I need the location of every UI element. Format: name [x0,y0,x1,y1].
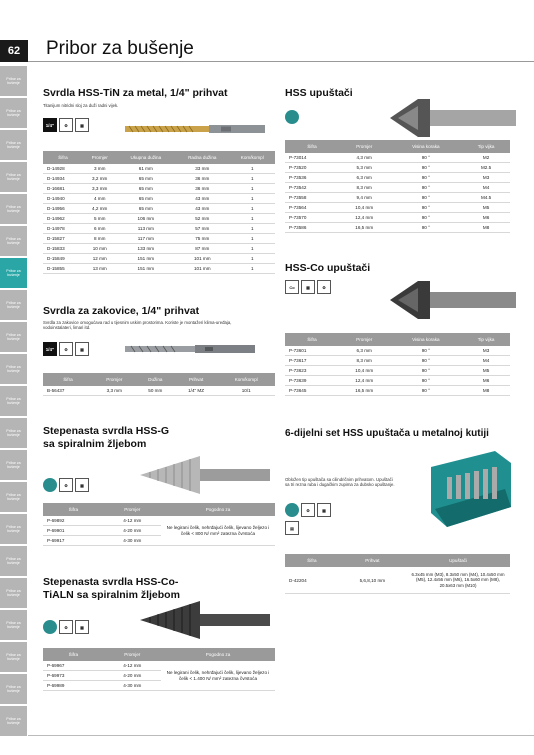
table-row [285,183,510,193]
column-header: Šifra [43,648,104,661]
hss-tin-title: Svrdla HSS-TiN za metal, 1/4" prihvat [43,87,228,99]
table-row [43,174,275,184]
table-cell: P-73564 [285,203,339,213]
sidebar-tab[interactable]: Pribor za bušenje [0,322,27,352]
table-cell: 1 [230,194,275,204]
table-row [43,254,275,264]
table-cell: 10,4 mm [339,366,390,376]
table-cell: 8 mm [83,234,117,244]
table-cell: 3,3 mm [83,184,117,194]
table-cell: 61 mm [117,164,175,174]
suitable-for-note: Ne legirani čelik, nehrđajući čelik, lijevano željezo i čelik < 1.400 N/ mm² zatezna čvrstoća [161,661,275,691]
table-cell: 5 mm [83,214,117,224]
table-row [285,376,510,386]
table-cell: 4 mm [83,194,117,204]
column-header: Šifra [43,503,104,516]
table-cell: P-73558 [285,193,339,203]
table-cell: D-16681 [43,184,83,194]
table-cell: P-73645 [285,386,339,396]
table-row [43,661,275,671]
hss-countersink-title: HSS upuštači [285,87,353,99]
table-cell: 16,5 mm [339,386,390,396]
drill-bit-icon: ⚙ [301,503,315,517]
table-cell: P-69917 [43,536,104,546]
table-cell: M2 [462,153,510,163]
hss-countersink-table [285,140,510,233]
table-cell: 8,3 mm [339,356,390,366]
table-cell: P-69892 [43,516,104,526]
hss-tin-table [43,151,275,274]
teal-dot-icon [285,110,299,124]
column-header: Promjer [339,140,390,153]
table-row [285,346,510,356]
table-row [43,224,275,234]
table-cell: 3 mm [83,164,117,174]
table-cell: M3 [462,346,510,356]
table-cell: P-73586 [285,223,339,233]
footer-divider [28,735,534,736]
set6-title: 6-dijelni set HSS upuštača u metalnoj kutiji [285,428,489,439]
metal-icon: ▦ [75,118,89,132]
table-cell: 1 [230,214,275,224]
table-cell: 65 mm [117,174,175,184]
table-cell: 65 mm [117,184,175,194]
table-row [285,173,510,183]
table-cell: 90 ° [389,163,462,173]
table-cell: 65 mm [117,204,175,214]
wood-icon: ▤ [285,521,299,535]
table-cell: P-73623 [285,366,339,376]
table-cell: D-14934 [43,174,83,184]
table-cell: D-15855 [43,264,83,274]
step-g-title-line2: sa spiralnim žljebom [43,437,147,450]
table-cell: M4 [462,356,510,366]
column-header: Promjer [104,648,161,661]
sidebar-tab[interactable]: Pribor za bušenje [0,578,27,608]
table-cell: 43 mm [175,204,230,214]
table-cell: 12,4 mm [339,376,390,386]
column-header: Visina koraka [389,333,462,346]
table-cell: P-73617 [285,356,339,366]
table-row [43,244,275,254]
table-cell: M5 [462,366,510,376]
table-row [285,153,510,163]
table-cell: B-56437 [43,386,93,396]
table-cell: P-69901 [43,526,104,536]
rivet-icons [43,342,89,356]
rivet-title: Svrdla za zakovice, 1/4" prihvat [43,305,200,317]
table-row [285,386,510,396]
column-header: Ukupna dužina [117,151,175,164]
sidebar-tab[interactable]: Pribor za bušenje [0,66,27,96]
table-cell: 1 [230,164,275,174]
quarter-inch-icon: 1/4" [43,118,57,132]
table-cell: 90 ° [389,356,462,366]
table-cell: 151 mm [117,254,175,264]
table-cell: M2.5 [462,163,510,173]
rivet-drill-image [125,342,265,356]
metal-icon: ▦ [75,620,89,634]
set6-sizes: 6.3x45 mm (M3), 8.3x50 mm (M4), 10.4x50 mm (M5), 12.4x56 mm (M6), 16.5x60 mm (M8), 20.5x63 mm (M10) [406,567,510,594]
table-cell: 1 [230,174,275,184]
table-cell: 4-12 mm [104,516,161,526]
table-cell: 90 ° [389,346,462,356]
hss-co-countersink-table [285,333,510,396]
table-cell: P-73639 [285,376,339,386]
step-co-title-line1: Stepenasta svrdla HSS-Co- [43,576,179,588]
sidebar-tab[interactable]: Pribor za bušenje [0,354,27,384]
table-cell: 4-20 mm [104,526,161,536]
drill-bit-icon: ⚙ [317,280,331,294]
table-cell: 3,2 mm [83,174,117,184]
step-g-table [43,503,275,546]
sidebar-tab[interactable]: Pribor za bušenje [0,450,27,480]
table-row [43,234,275,244]
drill-bit-icon: ⚙ [59,620,73,634]
table-row [285,213,510,223]
set6-case-image [425,447,515,542]
table-cell: 1/4" MZ [175,386,218,396]
table-cell: 5,3 mm [339,163,390,173]
hss-tin-drill-image [125,122,265,136]
table-cell: 43 mm [175,194,230,204]
table-cell: P-73601 [285,346,339,356]
table-cell: P-73520 [285,163,339,173]
sidebar-tab[interactable]: Pribor za bušenje [0,610,27,640]
table-cell: P-73570 [285,213,339,223]
sidebar-tab[interactable]: Pribor za bušenje [0,130,27,160]
table-cell: 1 [230,264,275,274]
table-cell: 90 ° [389,183,462,193]
table-cell: 1 [230,184,275,194]
table-cell: M8 [462,223,510,233]
table-cell: 90 ° [389,193,462,203]
table-cell: M4.5 [462,193,510,203]
column-header: Tip vijka [462,333,510,346]
table-cell: 4-12 mm [104,661,161,671]
teal-dot-icon [285,503,299,517]
step-g-title-line1: Stepenasta svrdla HSS-G [43,425,170,437]
table-cell: 90 ° [389,173,462,183]
column-header: Radna dužina [175,151,230,164]
table-row [43,204,275,214]
table-row [43,184,275,194]
step-co-drill-image [140,597,270,643]
table-cell: P-73542 [285,183,339,193]
table-cell: 3,3 mm [93,386,136,396]
table-row [285,203,510,213]
table-cell: 6,3 mm [339,173,390,183]
table-row [285,163,510,173]
table-cell: 12,4 mm [339,213,390,223]
table-cell: 117 mm [117,234,175,244]
table-cell: P-69989 [43,681,104,691]
drill-bit-icon: ⚙ [59,118,73,132]
set6-desc: Obložen tip upuštača sa cilindričnim prihvatom. Upuštači sa tri rezna ruba i dugačkim zupima za dubsko upuštanje. [285,477,395,488]
table-cell: 87 mm [175,244,230,254]
set6-shank: 5,6,8,10 mm [339,567,406,594]
table-row [43,264,275,274]
table-cell: 113 mm [117,224,175,234]
hss-co-countersink-image [388,278,518,322]
table-cell: 1 [230,244,275,254]
drill-bit-icon: ⚙ [59,342,73,356]
teal-dot-icon [43,478,57,492]
column-header: Pogodno za [161,503,275,516]
page-number: 62 [0,40,28,62]
column-header: Prihvat [339,554,406,567]
table-row [285,356,510,366]
column-header: Šifra [285,333,339,346]
table-row [285,223,510,233]
page-title: Pribor za bušenje [46,38,194,59]
step-co-icons [43,620,89,634]
table-cell: M6 [462,376,510,386]
drill-bit-icon: ⚙ [59,478,73,492]
sidebar-tab[interactable]: Pribor za bušenje [0,546,27,576]
table-cell: P-69973 [43,671,104,681]
table-cell: D-14928 [43,164,83,174]
sidebar-tab[interactable]: Pribor za bušenje [0,514,27,544]
hss-countersink-icons [285,110,299,124]
sidebar-tab[interactable]: Pribor za bušenje [0,482,27,512]
table-cell: 9,4 mm [339,193,390,203]
table-cell: 90 ° [389,153,462,163]
step-co-table [43,648,275,691]
table-cell: 52 mm [175,214,230,224]
metal-icon: ▦ [75,342,89,356]
table-cell: 33 mm [175,164,230,174]
table-cell: 10,4 mm [339,203,390,213]
table-cell: D-14940 [43,194,83,204]
table-cell: 90 ° [389,366,462,376]
step-g-icons [43,478,89,492]
table-cell: 4,3 mm [339,153,390,163]
hss-tin-desc: Titanijum nitridni sloj za duži radni vijek. [43,103,119,108]
table-cell: D-14956 [43,204,83,214]
table-cell: 4-30 mm [104,536,161,546]
sidebar-tab[interactable]: Pribor za bušenje [0,706,27,736]
column-header: Šifra [43,151,83,164]
column-header: Visina koraka [389,140,462,153]
table-cell: P-73536 [285,173,339,183]
table-cell: 50 mm [136,386,175,396]
hss-co-countersink-title: HSS-Co upuštači [285,262,371,274]
table-cell: 151 mm [117,264,175,274]
column-header: Kom/kompl [217,373,275,386]
table-cell: D-15833 [43,244,83,254]
table-cell: D-14962 [43,214,83,224]
column-header: Pogodno za [161,648,275,661]
quarter-inch-icon: 1/4" [43,342,57,356]
table-cell: 90 ° [389,376,462,386]
set6-table [285,554,510,594]
suitable-for-note: Ne legirani čelik, nehrđajući čelik, lijevano željezo i čelik < 800 N/ mm² zatezna čvrstoća [161,516,275,546]
metal-icon: ▦ [317,503,331,517]
alloy-icon: Co [285,280,299,294]
table-cell: 65 mm [117,194,175,204]
teal-dot-icon [43,620,57,634]
column-header: Kom/kompl [230,151,275,164]
column-header: Promjer [339,333,390,346]
table-cell: 1 [230,224,275,234]
hss-countersink-image [388,96,518,140]
table-cell: 101 mm [175,254,230,264]
column-header: Šifra [285,140,339,153]
table-cell: D-14978 [43,224,83,234]
table-cell: 75 mm [175,234,230,244]
set6-code: D-42204 [285,567,339,594]
table-cell: 8,3 mm [339,183,390,193]
table-cell: 6,3 mm [339,346,390,356]
table-cell: 106 mm [117,214,175,224]
table-row [43,214,275,224]
table-cell: D-15827 [43,234,83,244]
column-header: Promjer [93,373,136,386]
table-cell: 57 mm [175,224,230,234]
table-cell: 90 ° [389,223,462,233]
sidebar-tab[interactable]: Pribor za bušenje [0,642,27,672]
sidebar-tab[interactable]: Pribor za bušenje [0,162,27,192]
table-cell: 36 mm [175,184,230,194]
sidebar-tab[interactable]: Pribor za bušenje [0,386,27,416]
hss-co-countersink-icons [285,280,331,294]
table-row [285,366,510,376]
table-row [43,516,275,526]
table-cell: 10/1 [217,386,275,396]
table-cell: 36 mm [175,174,230,184]
hss-tin-icons [43,118,89,132]
table-cell: M4 [462,183,510,193]
metal-icon: ▦ [301,280,315,294]
table-cell: 1 [230,234,275,244]
table-cell: 16,5 mm [339,223,390,233]
table-cell: 133 mm [117,244,175,254]
sidebar-tab[interactable]: Pribor za bušenje [0,226,27,256]
table-cell: 10 mm [83,244,117,254]
set6-icons [285,503,331,517]
header-divider [28,61,534,62]
sidebar-tab[interactable]: Pribor za bušenje [0,194,27,224]
column-header: Prihvat [175,373,218,386]
table-cell: 12 mm [83,254,117,264]
table-cell: 4-20 mm [104,671,161,681]
table-cell: M5 [462,203,510,213]
column-header: Šifra [43,373,93,386]
column-header: Promjer [104,503,161,516]
sidebar-tab[interactable]: Pribor za bušenje [0,418,27,448]
table-cell: 90 ° [389,386,462,396]
sidebar-tab[interactable]: Pribor za bušenje [0,290,27,320]
table-cell: P-73014 [285,153,339,163]
column-header: Tip vijka [462,140,510,153]
table-cell: 90 ° [389,213,462,223]
table-cell: 4-30 mm [104,681,161,691]
table-cell: M6 [462,213,510,223]
sidebar-tab[interactable]: Pribor za bušenje [0,674,27,704]
table-cell: 13 mm [83,264,117,274]
metal-icon: ▦ [75,478,89,492]
table-row [285,193,510,203]
table-row [43,194,275,204]
table-row [43,164,275,174]
step-g-drill-image [140,452,270,498]
column-header: Upuštači [406,554,510,567]
rivet-table [43,373,275,396]
sidebar-tab[interactable]: Pribor za bušenje [0,258,27,288]
table-cell: P-69967 [43,661,104,671]
column-header: Šifra [285,554,339,567]
step-co-title-line2: TiALN sa spiralnim žljebom [43,588,180,601]
table-cell: 101 mm [175,264,230,274]
table-cell: 1 [230,254,275,264]
table-cell: 90 ° [389,203,462,213]
column-header: Dužina [136,373,175,386]
set6-icons-row2 [285,521,299,535]
table-cell: D-15849 [43,254,83,264]
table-cell: M8 [462,386,510,396]
table-cell: 4,2 mm [83,204,117,214]
column-header: Promjer [83,151,117,164]
rivet-desc: Svrdla za zakovice omogućava rad u tijesnim uskim prostorima. Koriste je montažeri klima-uređaja, vodoinstalateri, limari itd. [43,320,232,331]
table-cell: M3 [462,173,510,183]
step-g-title [43,425,169,450]
table-cell: 1 [230,204,275,214]
sidebar-tab[interactable]: Pribor za bušenje [0,98,27,128]
table-cell: 6 mm [83,224,117,234]
table-row [43,386,275,396]
